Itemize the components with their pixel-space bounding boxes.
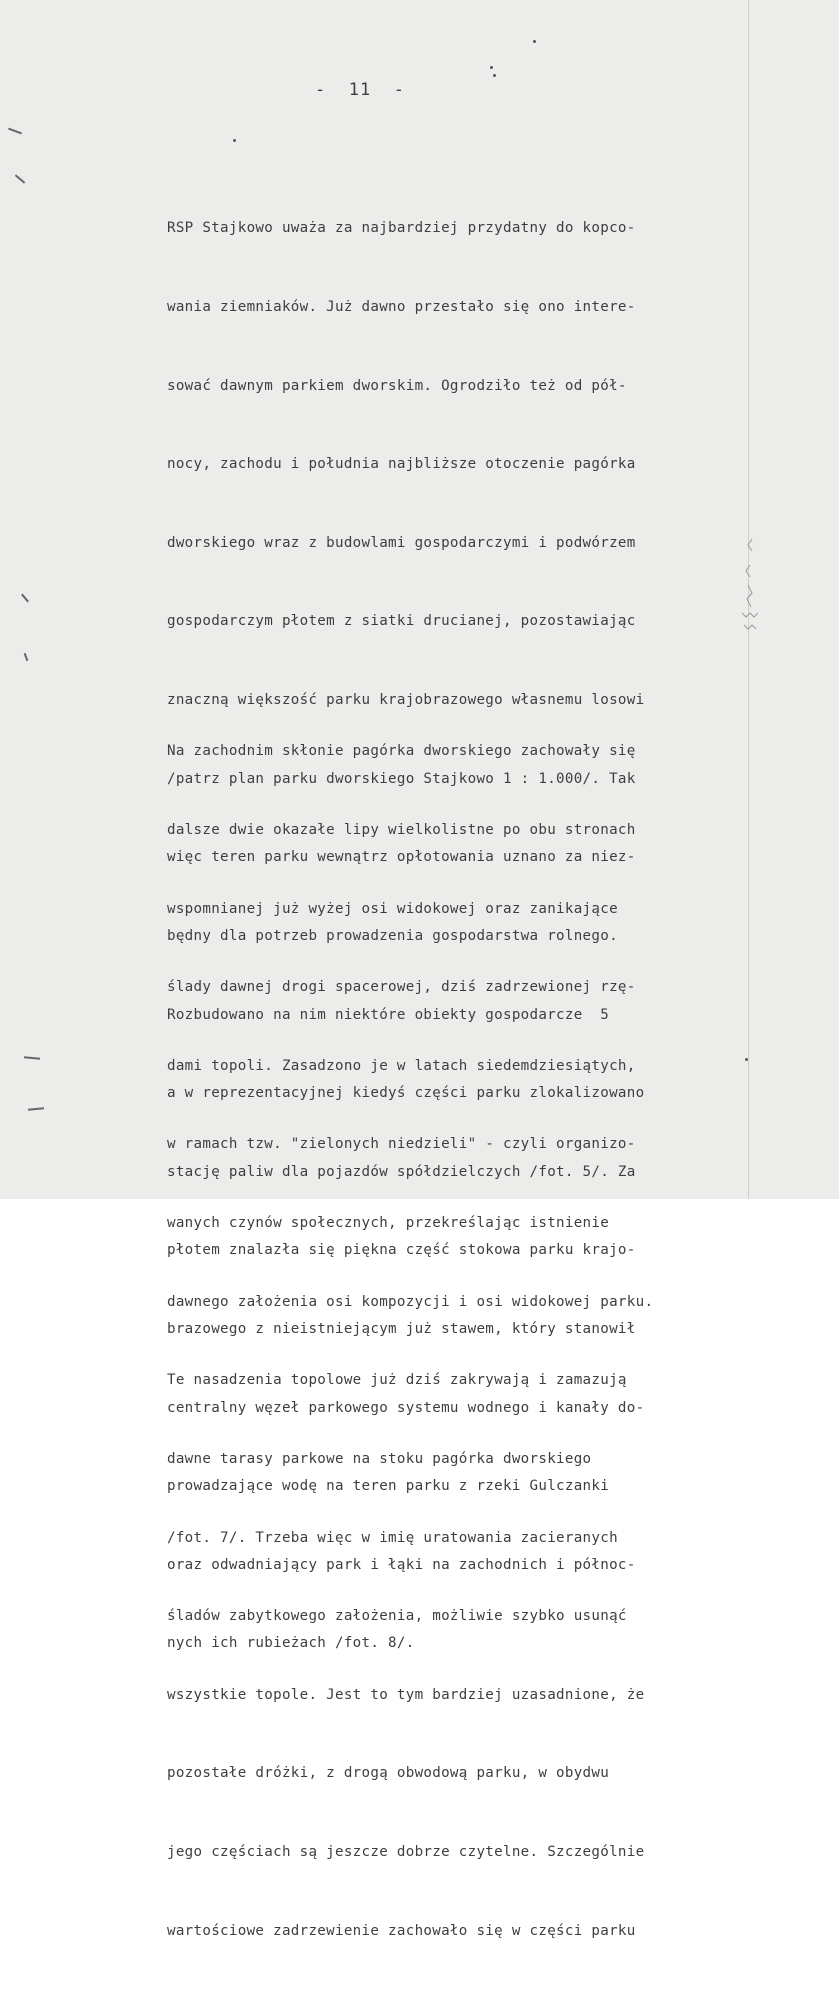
text-line: ślady dawnej drogi spacerowej, dziś zadrzewionej rzę- bbox=[167, 979, 636, 996]
scan-speck bbox=[533, 40, 536, 43]
text-line: gospodarczym płotem z siatki drucianej, pozostawiając bbox=[167, 613, 636, 630]
text-line: wspomnianej już wyżej osi widokowej oraz zanikające bbox=[167, 900, 618, 917]
margin-scribble bbox=[738, 535, 762, 645]
text-line: centralny węzeł parkowego systemu wodnego i kanały do- bbox=[167, 1399, 645, 1416]
text-line: /fot. 7/. Trzeba więc w imię uratowania zacieranych bbox=[167, 1529, 618, 1546]
text-line: dawnego założenia osi kompozycji i osi widokowej parku. bbox=[167, 1293, 654, 1310]
text-line: sować dawnym parkiem dworskim. Ogrodziło też od pół- bbox=[167, 377, 627, 394]
text-line: znaczną większość parku krajobrazowego własnemu losowi bbox=[167, 692, 645, 709]
text-line: dami topoli. Zasadzono je w latach siedemdziesiątych, bbox=[167, 1057, 636, 1074]
scan-speck bbox=[493, 74, 496, 77]
text-line: nych ich rubieżach /fot. 8/. bbox=[167, 1635, 415, 1652]
text-line: w ramach tzw. "zielonych niedzieli" - czyli organizo- bbox=[167, 1136, 636, 1153]
text-line: wartościowe zadrzewienie zachowało się w części parku bbox=[167, 1922, 636, 1939]
scan-speck bbox=[745, 1058, 748, 1061]
scan-speck bbox=[8, 128, 22, 135]
text-line: prowadzające wodę na teren parku z rzeki Gulczanki bbox=[167, 1478, 610, 1495]
page-number: - 11 - bbox=[315, 80, 405, 100]
text-line: śladów zabytkowego założenia, możliwie szybko usunąć bbox=[167, 1608, 627, 1625]
text-line: RSP Stajkowo uważa za najbardziej przydatny do kopco- bbox=[167, 220, 636, 237]
text-line: brazowego z nieistniejącym już stawem, który stanowił bbox=[167, 1320, 636, 1337]
text-line: Na zachodnim skłonie pagórka dworskiego zachowały się bbox=[167, 743, 636, 760]
text-line: wanych czynów społecznych, przekreślając istnienie bbox=[167, 1215, 610, 1232]
text-line: /patrz plan parku dworskiego Stajkowo 1 : 1.000/. Tak bbox=[167, 770, 636, 787]
text-line: nocy, zachodu i południa najbliższe otoczenie pagórka bbox=[167, 456, 636, 473]
scan-speck bbox=[28, 1107, 44, 1110]
text-line: będny dla potrzeb prowadzenia gospodarstwa rolnego. bbox=[167, 927, 618, 944]
scan-speck bbox=[233, 139, 236, 142]
text-line: dawne tarasy parkowe na stoku pagórka dworskiego bbox=[167, 1450, 592, 1467]
text-line: pozostałe dróżki, z drogą obwodową parku, w obydwu bbox=[167, 1765, 610, 1782]
scan-speck bbox=[21, 594, 29, 603]
scan-speck bbox=[15, 174, 25, 183]
text-line: oraz odwadniający park i łąki na zachodnich i północ- bbox=[167, 1556, 636, 1573]
text-line: wania ziemniaków. Już dawno przestało się ono intere- bbox=[167, 299, 636, 316]
text-line: jego częściach są jeszcze dobrze czytelne. Szczególnie bbox=[167, 1843, 645, 1860]
text-line: płotem znalazła się piękna część stokowa parku krajo- bbox=[167, 1242, 636, 1259]
scan-speck bbox=[490, 66, 493, 69]
text-line: dworskiego wraz z budowlami gospodarczymi i podwórzem bbox=[167, 534, 636, 551]
text-line: wszystkie topole. Jest to tym bardziej uzasadnione, że bbox=[167, 1686, 645, 1703]
text-line: więc teren parku wewnątrz opłotowania uznano za niez- bbox=[167, 849, 636, 866]
text-line: stację paliw dla pojazdów spółdzielczych /fot. 5/. Za bbox=[167, 1163, 636, 1180]
text-line: Te nasadzenia topolowe już dziś zakrywają i zamazują bbox=[167, 1372, 627, 1389]
text-line: a w reprezentacyjnej kiedyś części parku zlokalizowano bbox=[167, 1085, 645, 1102]
scan-speck bbox=[24, 1056, 40, 1059]
paragraph-2 bbox=[167, 686, 653, 1996]
text-line: Rozbudowano na nim niektóre obiekty gospodarcze 5 bbox=[167, 1006, 610, 1023]
text-line: dalsze dwie okazałe lipy wielkolistne po obu stronach bbox=[167, 822, 636, 839]
scan-speck bbox=[24, 653, 29, 661]
